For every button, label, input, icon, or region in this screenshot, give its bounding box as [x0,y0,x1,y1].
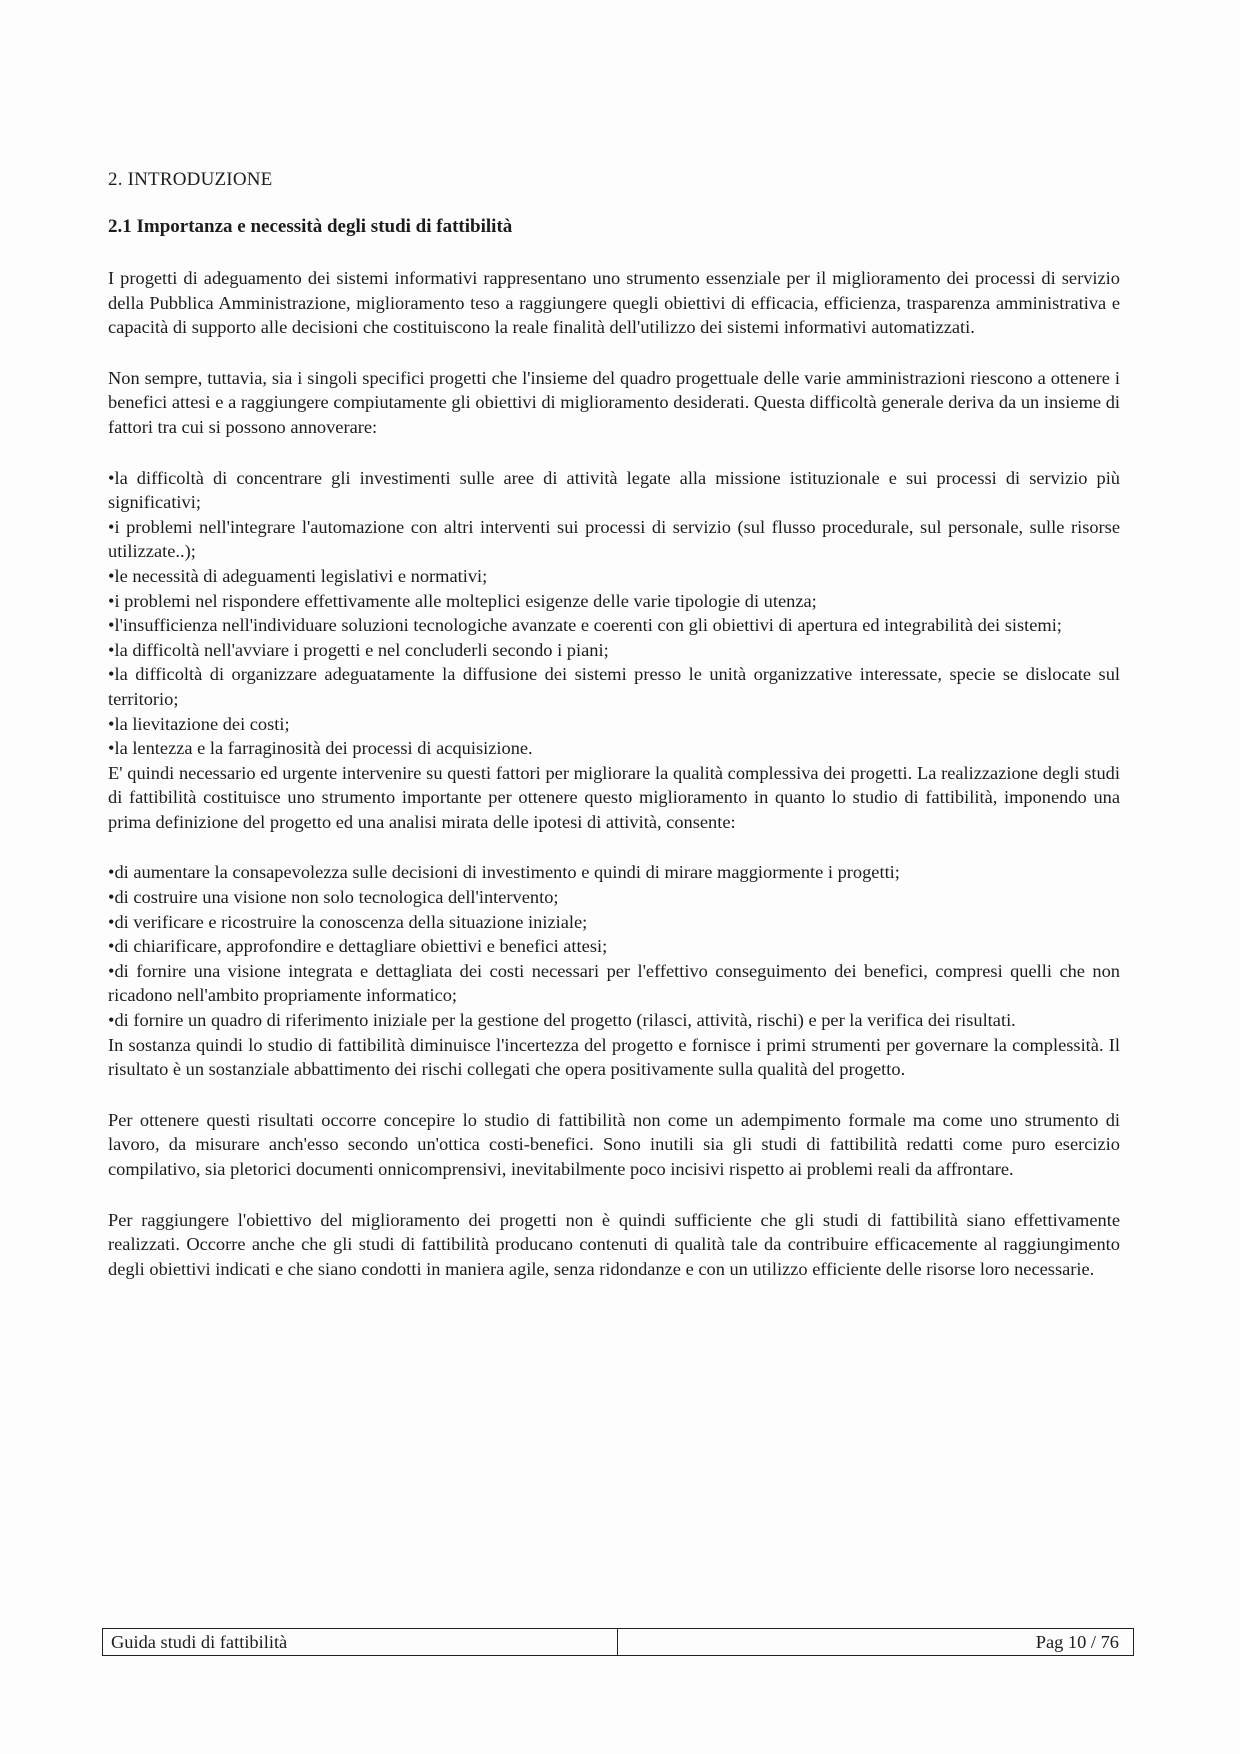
footer-page-number: Pag 10 / 76 [1035,1632,1119,1652]
list-item: • di fornire una visione integrata e dettagliata dei costi necessari per l'effettivo conseguimento dei benefici, compresi quelli che non ricadono nell'ambito propriamente informatico; [108,959,1120,1008]
list-item: • la lievitazione dei costi; [108,712,1120,737]
paragraph-necessity: E' quindi necessario ed urgente intervenire su questi fattori per migliorare la qualità complessiva dei progetti. La realizzazione degli studi di fattibilità costituisce uno strumento importante per ottenere questo miglioramento in quanto lo studio di fattibilità, imponendo una prima definizione del progetto ed una analisi mirata delle ipotesi di attività, consente: [108,762,1120,832]
list-item: • di verificare e ricostruire la conoscenza della situazione iniziale; [108,910,1120,935]
paragraph-summary: In sostanza quindi lo studio di fattibilità diminuisce l'incertezza del progetto e fornisce i primi strumenti per governare la complessità. Il risultato è un sostanziale abbattimento dei rischi collegati che opera positivamente sulla qualità del progetto. [108,1034,1120,1080]
paragraph-results: Per ottenere questi risultati occorre concepire lo studio di fattibilità non come un adempimento formale ma come uno strumento di lavoro, da misurare anch'esso secondo un'ottica costi-benefici. Sono inutili sia gli studi di fattibilità redatti come puro esercizio compilativo, sia pletorici documenti onnicomprensivi, inevitabilmente poco incisivi rispetto ai problemi reali da affrontare. [108,1109,1120,1179]
list-item: • di costruire una visione non solo tecnologica dell'intervento; [108,885,1120,910]
footer-spacer [618,1629,1036,1655]
list-item: • di chiarificare, approfondire e dettagliare obiettivi e benefici attesi; [108,934,1120,959]
paragraph-objective: Per raggiungere l'obiettivo del miglioramento dei progetti non è quindi sufficiente che gli studi di fattibilità siano effettivamente realizzati. Occorre anche che gli studi di fattibilità producano contenuti di qualità tale da contribuire efficacemente al raggiungimento degli obiettivi indicati e che siano condotti in maniera agile, senza ridondanze e con un utilizzo efficiente delle risorse loro necessarie. [108,1209,1120,1279]
chapter-title: 2. INTRODUZIONE [108,169,273,190]
list-item: • la difficoltà nell'avviare i progetti e nel concluderli secondo i piani; [108,638,1120,663]
list-item: • di fornire un quadro di riferimento iniziale per la gestione del progetto (rilasci, attività, rischi) e per la verifica dei risultati. [108,1008,1120,1033]
list-item: • la difficoltà di organizzare adeguatamente la diffusione dei sistemi presso le unità organizzative interessate, specie se dislocate sul territorio; [108,662,1120,711]
list-item: • la difficoltà di concentrare gli investimenti sulle aree di attività legate alla missione istituzionale e sui processi di servizio più significativi; [108,466,1120,515]
list-item: • l'insufficienza nell'individuare soluzioni tecnologiche avanzate e coerenti con gli obiettivi di apertura ed integrabilità dei sistemi; [108,613,1120,638]
list-item: • la lentezza e la farraginosità dei processi di acquisizione. [108,736,1120,761]
factors-list [108,466,1120,761]
list-item: • le necessità di adeguamenti legislativi e normativi; [108,564,1120,589]
page-content [108,168,1120,1281]
list-item: • i problemi nel rispondere effettivamente alle molteplici esigenze delle varie tipologie di utenza; [108,589,1120,614]
list-item: • i problemi nell'integrare l'automazione con altri interventi sui processi di servizio (sul flusso procedurale, sul personale, sulle risorse utilizzate..); [108,515,1120,564]
footer-doc-title: Guida studi di fattibilità [103,1629,618,1655]
paragraph-difficulties: Non sempre, tuttavia, sia i singoli specifici progetti che l'insieme del quadro progettuale delle varie amministrazioni riescono a ottenere i benefici attesi e a raggiungere compiutamente gli obiettivi di miglioramento desiderati. Questa difficoltà generale deriva da un insieme di fattori tra cui si possono annoverare: [108,367,1120,437]
paragraph-intro: I progetti di adeguamento dei sistemi informativi rappresentano uno strumento essenziale per il miglioramento dei processi di servizio della Pubblica Amministrazione, miglioramento teso a raggiungere quegli obiettivi di efficacia, efficienza, trasparenza amministrativa e capacità di supporto alle decisioni che costituiscono la reale finalità dell'utilizzo dei sistemi informativi automatizzati. [108,268,1120,338]
list-item: • di aumentare la consapevolezza sulle decisioni di investimento e quindi di mirare maggiormente i progetti; [108,860,1120,885]
page-footer [102,1628,1134,1656]
benefits-list [108,860,1120,1032]
section-title: 2.1 Importanza e necessità degli studi di fattibilità [108,216,513,237]
